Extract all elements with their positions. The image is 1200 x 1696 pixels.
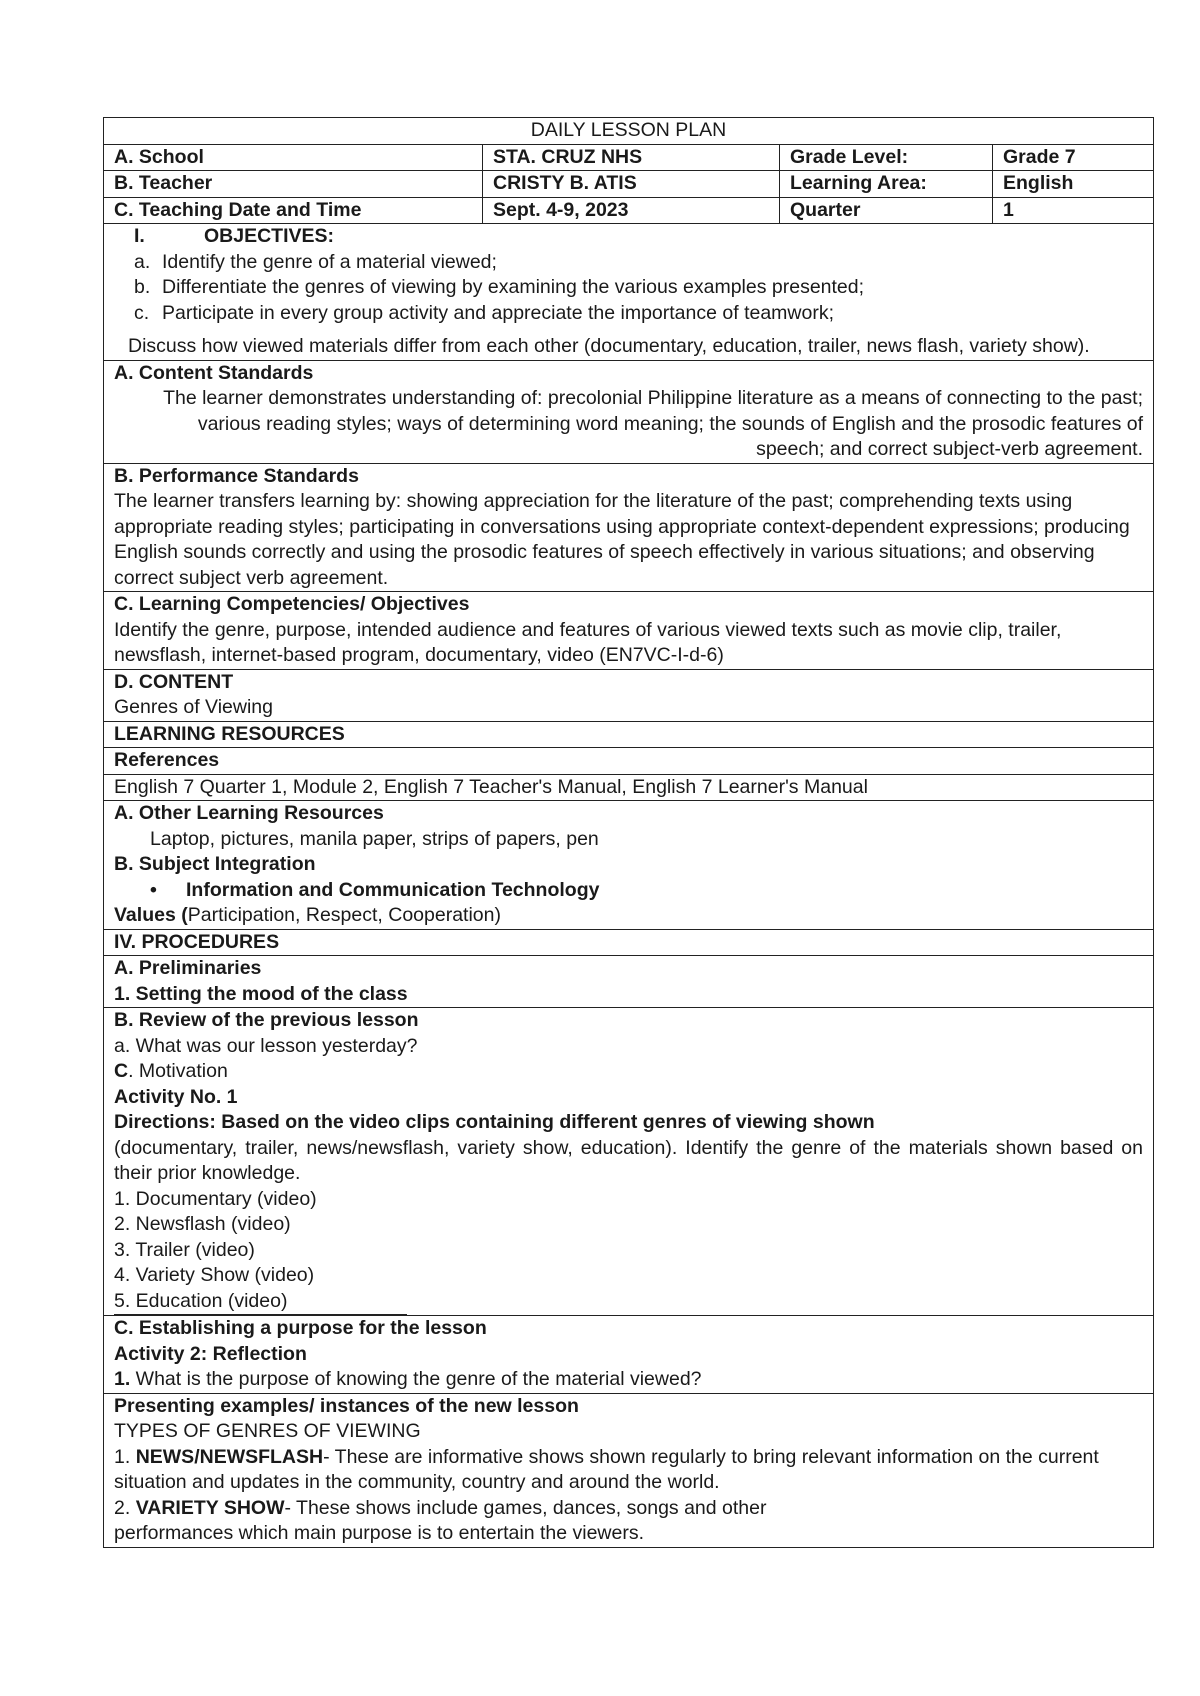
values-text: Participation, Respect, Cooperation) bbox=[187, 904, 501, 926]
teacher-label: B. Teacher bbox=[104, 171, 483, 198]
objectives-title: OBJECTIVES: bbox=[204, 225, 335, 247]
references-value: English 7 Quarter 1, Module 2, English 7 Teacher's Manual, English 7 Learner's Manual bbox=[114, 775, 868, 798]
preliminaries-heading: A. Preliminaries bbox=[114, 957, 262, 979]
genre-list-item: 3. Trailer (video) bbox=[114, 1238, 255, 1261]
variety-definition-continued: performances which main purpose is to entertain the viewers. bbox=[114, 1522, 645, 1544]
reflection-number: 1. bbox=[114, 1368, 131, 1390]
genre-list-item: 2. Newsflash (video) bbox=[114, 1213, 291, 1235]
news-term: NEWS/NEWSFLASH bbox=[135, 1445, 324, 1468]
performance-standards-text: The learner transfers learning by: showing appreciation for the literature of the past; comprehending texts using appropriate reading styles; participating in conversations using appropriate context-dependent expressions; producing English sounds correctly and using the prosodic features of speech effectively in various situations; and observing correct subject verb agreement. bbox=[114, 490, 1130, 589]
activity-1-heading: Activity No. 1 bbox=[114, 1085, 238, 1108]
content-standards-text: The learner demonstrates understanding of: precolonial Philippine literature as a means of connecting to the past; various reading styles; ways of determining word meaning; the sounds of English and the prosodic features of speech; and correct subject-verb agreement. bbox=[163, 387, 1144, 460]
genre-list-item: 1. Documentary (video) bbox=[114, 1187, 317, 1210]
learning-area-value: English bbox=[993, 171, 1154, 198]
objectives-discuss: Discuss how viewed materials differ from each other (documentary, education, trailer, news flash, variety show). bbox=[128, 335, 1090, 357]
reflection-text: What is the purpose of knowing the genre of the material viewed? bbox=[130, 1368, 702, 1390]
examples-section bbox=[104, 1393, 1154, 1547]
school-label: A. School bbox=[104, 144, 483, 171]
objective-item: a. Identify the genre of a material viewed; bbox=[134, 250, 497, 273]
objective-item: b. Differentiate the genres of viewing by examining the various examples presented; bbox=[134, 276, 865, 298]
school-value: STA. CRUZ NHS bbox=[483, 144, 780, 171]
objectives-numeral: I. bbox=[134, 225, 145, 247]
variety-definition bbox=[114, 1496, 1143, 1522]
competencies-section bbox=[104, 592, 1154, 670]
variety-number: 2. bbox=[114, 1496, 136, 1519]
purpose-section bbox=[104, 1316, 1154, 1394]
values-line bbox=[114, 903, 1143, 929]
review-section bbox=[104, 1008, 1154, 1316]
variety-term: VARIETY SHOW bbox=[135, 1496, 285, 1519]
learning-resources-heading: LEARNING RESOURCES bbox=[104, 721, 1154, 748]
references-text bbox=[104, 775, 1153, 802]
content-standards-heading: A. Content Standards bbox=[114, 361, 314, 384]
preliminaries-section bbox=[104, 956, 1154, 1008]
bullet-icon: • bbox=[150, 878, 157, 901]
learning-resources-section bbox=[104, 748, 1154, 930]
directions-bold: Directions: Based on the video clips containing different genres of viewing shown bbox=[114, 1111, 875, 1133]
procedures-heading: IV. PROCEDURES bbox=[104, 929, 1154, 956]
performance-standards-heading: B. Performance Standards bbox=[114, 464, 359, 487]
content-text: Genres of Viewing bbox=[114, 696, 273, 718]
values-label: Values ( bbox=[114, 904, 188, 926]
grade-level-value: Grade 7 bbox=[993, 144, 1154, 171]
grade-level-label: Grade Level: bbox=[780, 144, 993, 171]
directions-text: (documentary, trailer, news/newsflash, variety show, education). Identify the genre of the materials shown based on their prior knowledge. bbox=[114, 1136, 1144, 1184]
genre-list-item bbox=[114, 1289, 1143, 1316]
examples-heading: Presenting examples/ instances of the new lesson bbox=[114, 1394, 579, 1417]
content-heading: D. CONTENT bbox=[114, 670, 234, 693]
activity-2-heading: Activity 2: Reflection bbox=[114, 1342, 307, 1365]
lesson-plan-page bbox=[103, 117, 1153, 1548]
news-definition bbox=[114, 1445, 1143, 1496]
objectives-section bbox=[104, 224, 1154, 361]
motivation-text: . Motivation bbox=[128, 1060, 228, 1082]
purpose-heading: C. Establishing a purpose for the lesson bbox=[114, 1317, 487, 1339]
motivation-letter: C bbox=[114, 1060, 129, 1082]
subject-integration-text: Information and Communication Technology bbox=[186, 878, 600, 901]
types-heading: TYPES OF GENRES OF VIEWING bbox=[114, 1420, 421, 1442]
learning-area-label: Learning Area: bbox=[780, 171, 993, 198]
variety-text: - These shows include games, dances, songs and other bbox=[284, 1496, 767, 1519]
references-label: References bbox=[104, 748, 1153, 775]
genre-list-item: 4. Variety Show (video) bbox=[114, 1264, 315, 1286]
teacher-value: CRISTY B. ATIS bbox=[483, 171, 780, 198]
performance-standards-section bbox=[104, 463, 1154, 592]
motivation-line bbox=[114, 1059, 1143, 1085]
teaching-date-label: C. Teaching Date and Time bbox=[104, 197, 483, 224]
review-heading: B. Review of the previous lesson bbox=[114, 1009, 419, 1031]
subject-integration-heading: B. Subject Integration bbox=[114, 853, 316, 875]
competencies-heading: C. Learning Competencies/ Objectives bbox=[114, 593, 470, 615]
news-text: - These are informative shows shown regularly to bring relevant information on the current situation and updates in the community, country and around the world. bbox=[114, 1445, 1099, 1493]
subject-integration-item bbox=[114, 878, 1143, 904]
other-resources-heading: A. Other Learning Resources bbox=[114, 802, 384, 824]
teaching-date-value: Sept. 4-9, 2023 bbox=[483, 197, 780, 224]
content-standards-section bbox=[104, 360, 1154, 463]
genre-list-item-text: 5. Education (video) bbox=[114, 1289, 407, 1316]
objective-item: c. Participate in every group activity and appreciate the importance of teamwork; bbox=[134, 301, 835, 324]
setting-mood-heading: 1. Setting the mood of the class bbox=[114, 982, 408, 1005]
review-question: a. What was our lesson yesterday? bbox=[114, 1034, 418, 1057]
document-title: DAILY LESSON PLAN bbox=[104, 118, 1154, 145]
quarter-label: Quarter bbox=[780, 197, 993, 224]
content-section bbox=[104, 669, 1154, 721]
news-number: 1. bbox=[114, 1445, 136, 1468]
competencies-text: Identify the genre, purpose, intended audience and features of various viewed texts such as movie clip, trailer, newsflash, internet-based program, documentary, video (EN7VC-I-d-6) bbox=[114, 618, 1062, 666]
objectives-heading bbox=[114, 224, 1143, 250]
other-resources-text: Laptop, pictures, manila paper, strips of papers, pen bbox=[150, 827, 599, 850]
objectives-list bbox=[114, 250, 1143, 327]
quarter-value: 1 bbox=[993, 197, 1154, 224]
lesson-plan-table bbox=[103, 117, 1154, 1548]
reflection-question bbox=[114, 1367, 1143, 1393]
